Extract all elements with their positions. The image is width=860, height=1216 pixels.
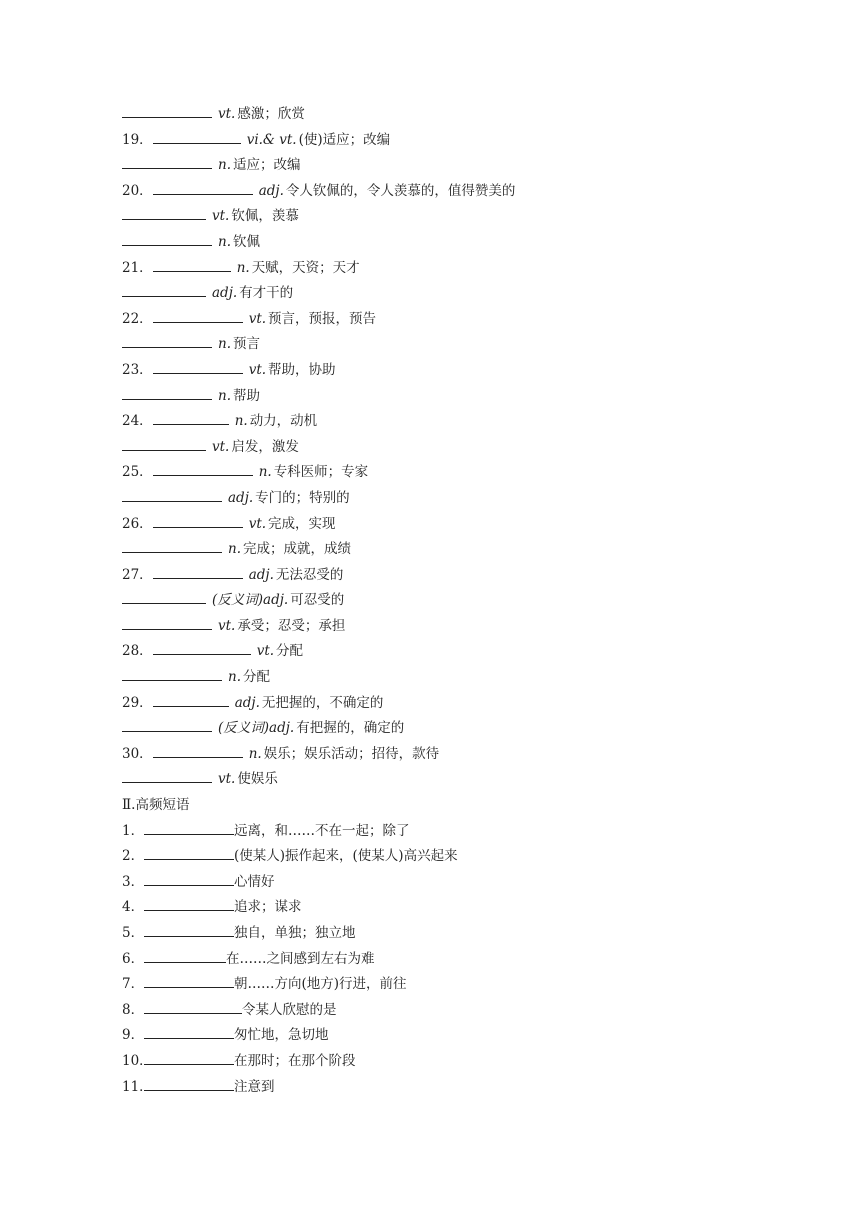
definition: 预言 — [233, 336, 260, 353]
answer-blank[interactable] — [153, 565, 243, 579]
definition: 无把握的，不确定的 — [261, 694, 384, 711]
answer-blank[interactable] — [144, 872, 234, 886]
definition: 有把握的，确定的 — [296, 720, 405, 737]
definition: 专科医师；专家 — [273, 464, 369, 481]
item-number: 8． — [122, 1001, 145, 1018]
vocab-row — [122, 460, 822, 486]
part-of-speech: n. — [218, 157, 231, 174]
item-number: 27． — [122, 566, 153, 583]
answer-blank[interactable] — [153, 693, 229, 707]
vocab-row — [122, 332, 822, 358]
definition: 心情好 — [234, 873, 275, 890]
definition: (使某人)振作起来，(使某人)高兴起来 — [234, 848, 458, 865]
item-number: 2． — [122, 848, 145, 865]
vocab-row — [122, 153, 822, 179]
part-of-speech: adj. — [228, 489, 254, 506]
vocab-row — [122, 639, 822, 665]
vocab-row — [122, 665, 822, 691]
part-of-speech: (反义词)adj. — [212, 592, 289, 609]
part-of-speech: vt. — [212, 208, 230, 225]
definition: 完成，实现 — [268, 515, 336, 532]
vocab-row — [122, 102, 822, 128]
part-of-speech: n. — [228, 669, 241, 686]
part-of-speech: vt. — [212, 438, 230, 455]
vocab-row — [122, 512, 822, 538]
answer-blank[interactable] — [153, 360, 243, 374]
vocab-row — [122, 691, 822, 717]
item-number: 11． — [122, 1078, 153, 1095]
answer-blank[interactable] — [153, 641, 251, 655]
section-title: Ⅱ.高频短语 — [122, 797, 190, 814]
definition: 分配 — [276, 643, 304, 660]
vocabulary-list — [122, 102, 822, 793]
definition: 分配 — [243, 669, 270, 686]
definition: 匆忙地，急切地 — [234, 1027, 329, 1044]
definition: 钦佩 — [233, 233, 260, 250]
answer-blank[interactable] — [153, 744, 243, 758]
phrase-row — [122, 844, 822, 870]
part-of-speech: adj. — [234, 694, 260, 711]
definition: 完成；成就，成绩 — [243, 541, 351, 558]
item-number: 4． — [122, 899, 145, 916]
item-number: 6． — [122, 950, 145, 967]
answer-blank[interactable] — [153, 462, 253, 476]
vocab-row — [122, 128, 822, 154]
part-of-speech: vt. — [218, 771, 236, 788]
part-of-speech: vt. — [248, 361, 267, 378]
answer-blank[interactable] — [144, 974, 234, 988]
phrase-row — [122, 972, 822, 998]
vocab-row — [122, 767, 822, 793]
phrase-row — [122, 947, 822, 973]
item-number: 29． — [122, 694, 153, 711]
vocab-row — [122, 486, 822, 512]
item-number: 5． — [122, 925, 145, 941]
vocab-row — [122, 179, 822, 205]
part-of-speech: n. — [218, 387, 231, 404]
vocab-row — [122, 435, 822, 461]
answer-blank[interactable] — [122, 334, 212, 348]
part-of-speech: (反义词)adj. — [218, 720, 295, 737]
phrase-row — [122, 870, 822, 896]
definition: 注意到 — [234, 1078, 275, 1095]
answer-blank[interactable] — [122, 667, 222, 681]
phrase-list — [122, 819, 822, 1101]
vocab-row — [122, 563, 822, 589]
answer-blank[interactable] — [144, 897, 234, 911]
part-of-speech: n. — [234, 413, 248, 430]
phrase-row — [122, 921, 822, 947]
item-number: 28． — [122, 643, 153, 660]
answer-blank[interactable] — [122, 590, 206, 604]
answer-blank[interactable] — [144, 1025, 234, 1039]
item-number: 20． — [122, 182, 153, 199]
item-number: 23． — [122, 361, 153, 378]
answer-blank[interactable] — [122, 386, 212, 400]
definition: 承受；忍受；承担 — [237, 617, 346, 634]
vocab-row — [122, 230, 822, 256]
answer-blank[interactable] — [122, 283, 206, 297]
definition: 动力，动机 — [249, 413, 318, 430]
answer-blank[interactable] — [153, 411, 229, 425]
definition: 启发，激发 — [231, 438, 299, 455]
definition: 感激；欣赏 — [237, 106, 305, 122]
answer-blank[interactable] — [144, 821, 234, 835]
answer-blank[interactable] — [122, 206, 206, 220]
vocab-row — [122, 384, 822, 410]
definition: 独自，单独；独立地 — [234, 925, 356, 941]
phrase-row — [122, 819, 822, 845]
answer-blank[interactable] — [122, 539, 222, 553]
item-number: 1． — [122, 822, 145, 839]
definition: 帮助 — [233, 387, 260, 404]
part-of-speech: adj. — [248, 566, 274, 583]
answer-blank[interactable] — [153, 130, 241, 144]
answer-blank[interactable] — [122, 437, 206, 451]
phrase-row — [122, 895, 822, 921]
vocab-row — [122, 204, 822, 230]
item-number: 10． — [122, 1052, 153, 1069]
item-number: 3． — [122, 873, 145, 890]
item-number: 25． — [122, 464, 153, 481]
definition: 钦佩，羡慕 — [231, 208, 299, 225]
answer-blank[interactable] — [144, 1000, 242, 1014]
answer-blank[interactable] — [153, 309, 243, 323]
phrase-row — [122, 1023, 822, 1049]
answer-blank[interactable] — [144, 949, 226, 963]
definition: 令某人欣慰的是 — [242, 1001, 337, 1018]
definition: 可忍受的 — [290, 592, 345, 609]
part-of-speech: vt. — [218, 106, 236, 122]
definition: 专门的；特别的 — [255, 489, 350, 506]
answer-blank[interactable] — [122, 155, 212, 169]
part-of-speech: adj. — [258, 182, 284, 199]
part-of-speech: n. — [258, 464, 272, 481]
vocab-row — [122, 256, 822, 282]
definition: 预言，预报，预告 — [268, 310, 377, 327]
definition: 远离，和……不在一起；除了 — [234, 822, 410, 839]
definition: 追求；谋求 — [234, 899, 302, 916]
answer-blank[interactable] — [144, 923, 234, 937]
item-number: 30． — [122, 745, 153, 762]
vocab-row — [122, 537, 822, 563]
definition: 使娱乐 — [237, 771, 278, 788]
definition: 有才干的 — [239, 285, 294, 302]
answer-blank[interactable] — [122, 769, 212, 783]
item-number: 19． — [122, 131, 153, 148]
vocab-row — [122, 409, 822, 435]
answer-blank[interactable] — [153, 181, 253, 195]
answer-blank[interactable] — [144, 1077, 234, 1091]
answer-blank[interactable] — [153, 258, 231, 272]
vocab-row — [122, 281, 822, 307]
part-of-speech: vt. — [248, 515, 267, 532]
answer-blank[interactable] — [144, 846, 234, 860]
definition: 帮助，协助 — [268, 361, 336, 378]
item-number: 9． — [122, 1027, 145, 1044]
part-of-speech: vt. — [248, 310, 267, 327]
definition: 天赋，天资；天才 — [251, 259, 360, 276]
answer-blank[interactable] — [122, 488, 222, 502]
item-number: 22． — [122, 310, 153, 327]
definition: (使)适应；改编 — [298, 131, 391, 148]
definition: 适应；改编 — [233, 157, 301, 174]
item-number: 24． — [122, 413, 153, 430]
item-number: 26． — [122, 515, 153, 532]
part-of-speech: vt. — [256, 643, 275, 660]
part-of-speech: n. — [236, 259, 250, 276]
definition: 在那时；在那个阶段 — [234, 1052, 356, 1069]
part-of-speech: n. — [228, 541, 241, 558]
definition: 朝……方向(地方)行进，前往 — [234, 976, 407, 993]
definition: 在……之间感到左右为难 — [226, 950, 375, 967]
vocab-row — [122, 307, 822, 333]
definition: 娱乐；娱乐活动；招待，款待 — [263, 745, 440, 762]
answer-blank[interactable] — [122, 232, 212, 246]
answer-blank[interactable] — [122, 718, 212, 732]
vocab-row — [122, 358, 822, 384]
answer-blank[interactable] — [153, 514, 243, 528]
phrase-row — [122, 998, 822, 1024]
answer-blank[interactable] — [122, 616, 212, 630]
worksheet — [122, 102, 822, 1100]
phrase-row — [122, 1049, 822, 1075]
item-number: 7． — [122, 976, 145, 993]
item-number: 21． — [122, 259, 153, 276]
vocab-row — [122, 716, 822, 742]
vocab-row — [122, 588, 822, 614]
part-of-speech: n. — [248, 745, 262, 762]
part-of-speech: vt. — [218, 617, 236, 634]
vocab-row — [122, 742, 822, 768]
answer-blank[interactable] — [122, 104, 212, 118]
vocab-row — [122, 614, 822, 640]
part-of-speech: n. — [218, 336, 231, 353]
definition: 无法忍受的 — [275, 566, 344, 583]
phrase-row — [122, 1075, 822, 1101]
part-of-speech: vi.& vt. — [246, 131, 297, 148]
answer-blank[interactable] — [144, 1051, 234, 1065]
part-of-speech: adj. — [212, 285, 238, 302]
part-of-speech: n. — [218, 233, 231, 250]
definition: 令人钦佩的，令人羡慕的，值得赞美的 — [285, 182, 516, 199]
